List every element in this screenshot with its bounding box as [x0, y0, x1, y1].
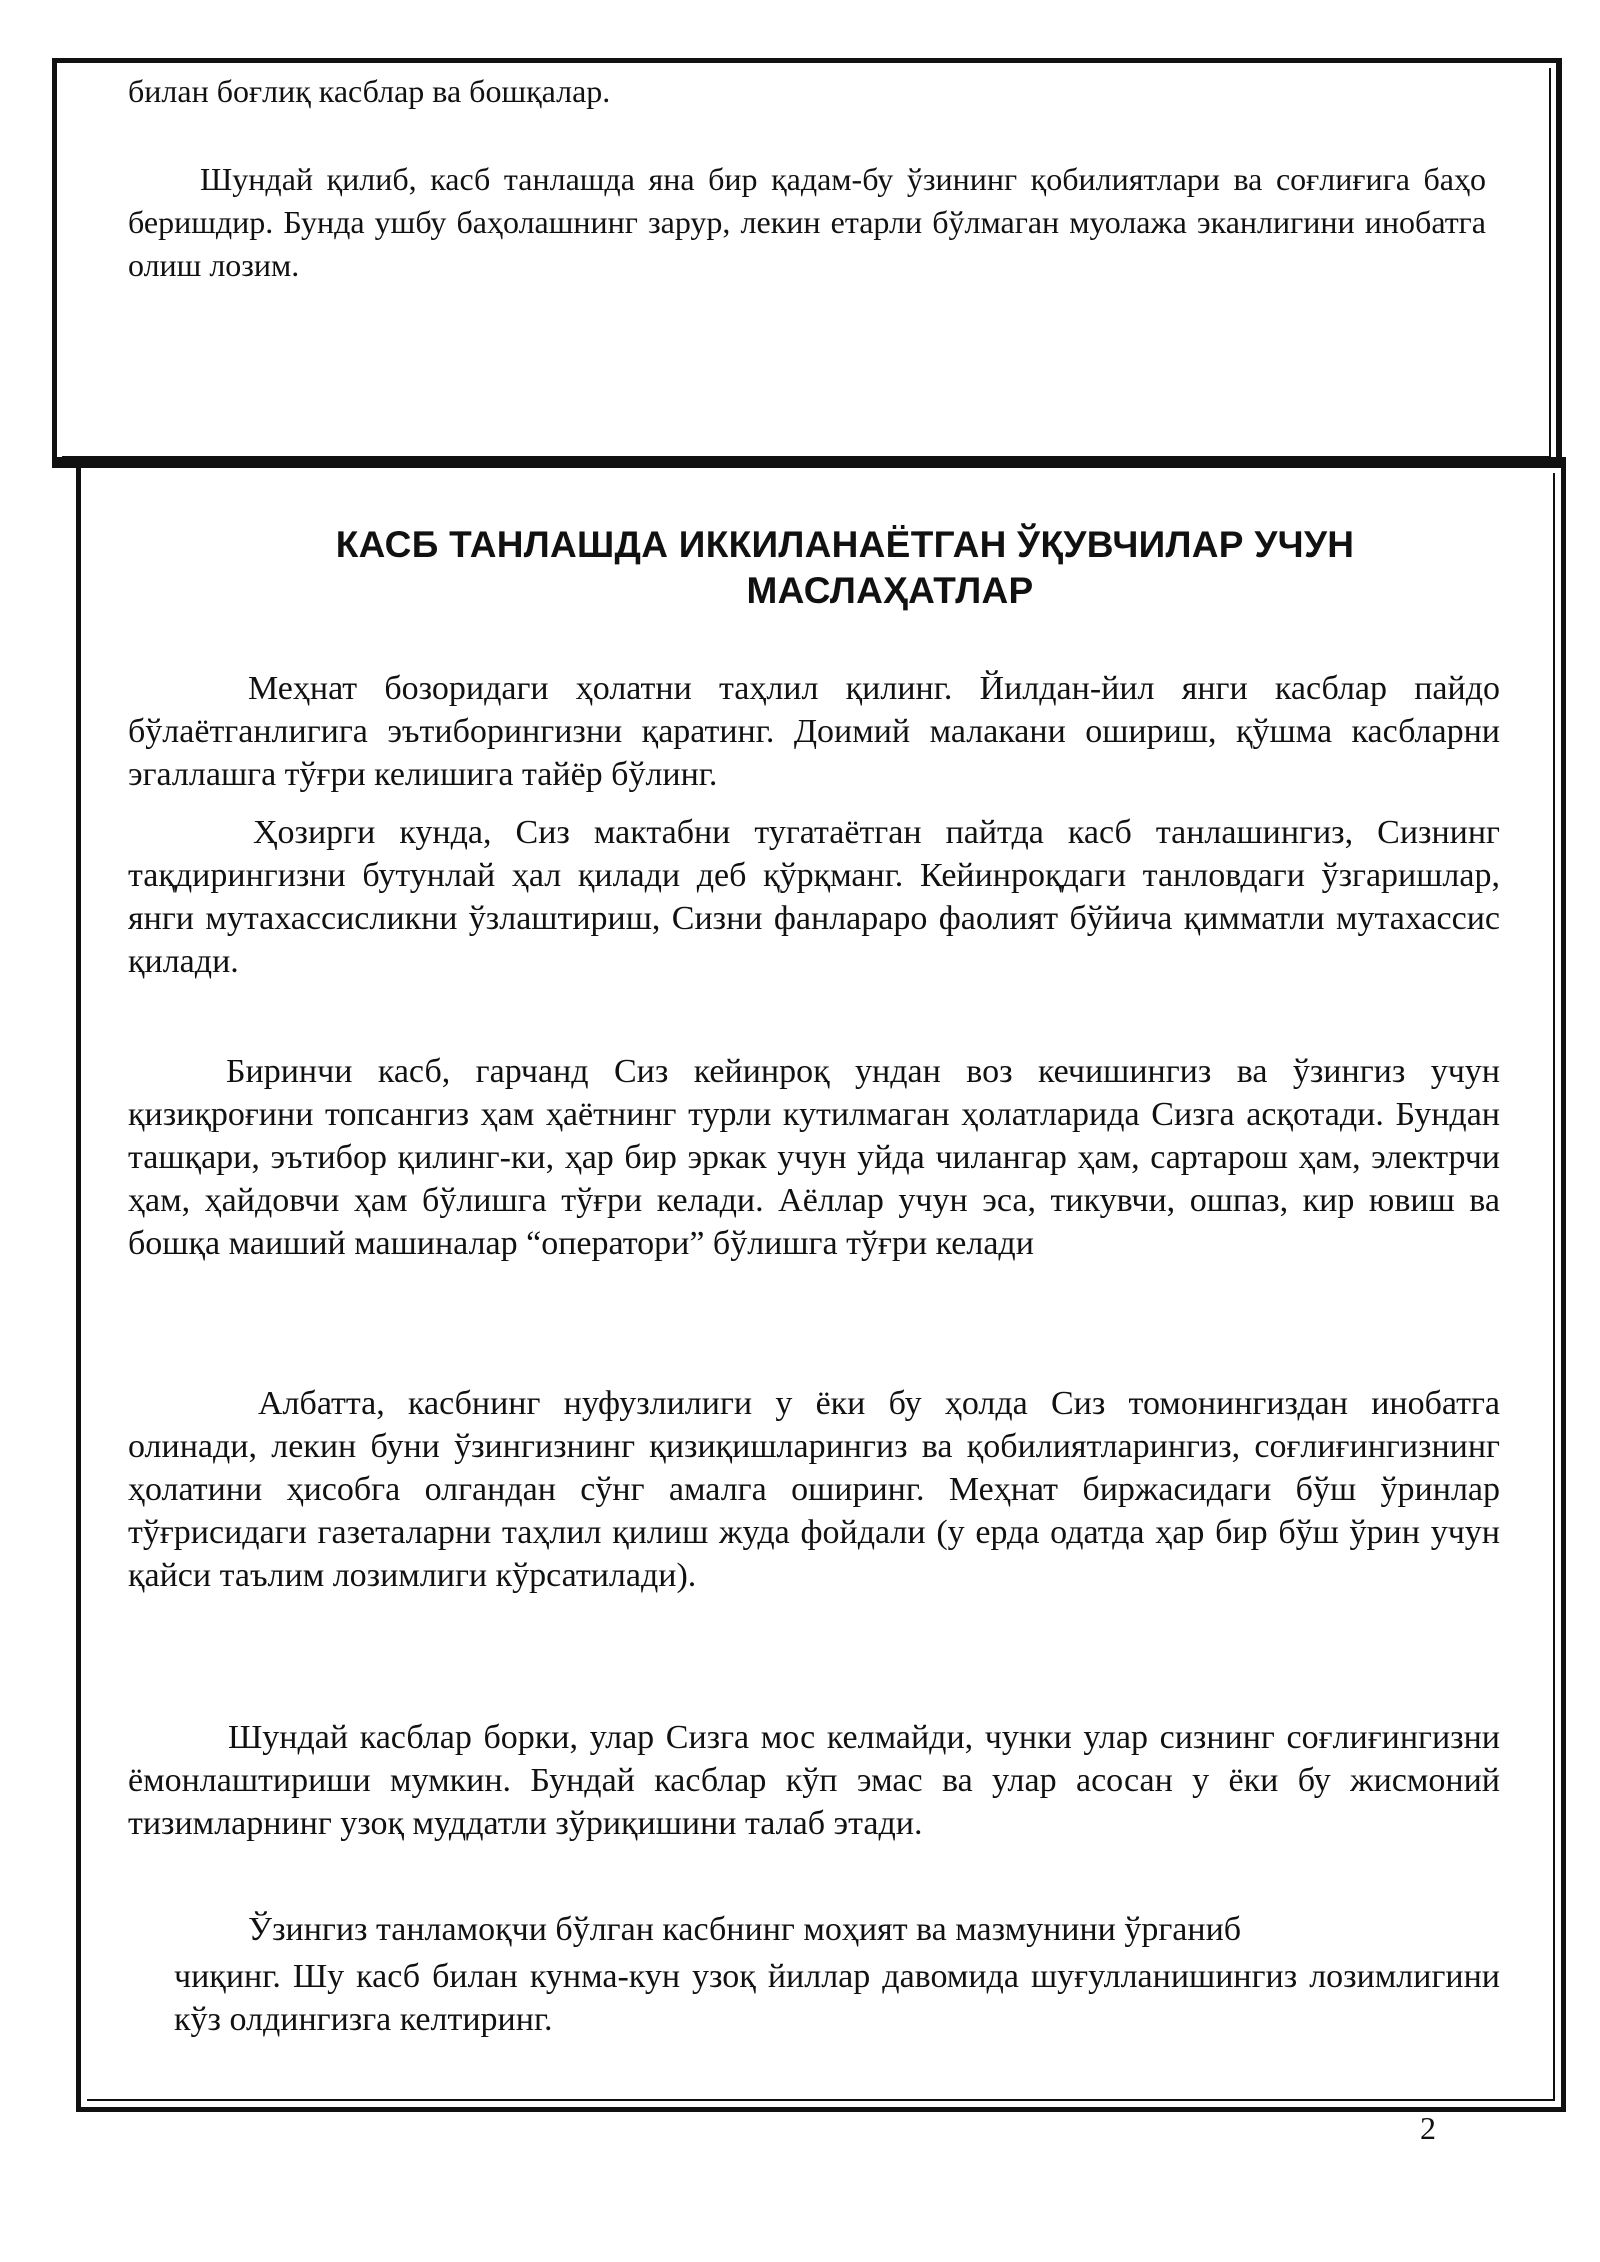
section-heading — [190, 522, 1500, 614]
paragraph-3: Биринчи касб, гарчанд Сиз кейинроқ ундан воз кечишингиз ва ўзингиз учун қизиқроғини топсангиз ҳам ҳаётнинг турли кутилмаган ҳолатларида Сизга асқотади. Бундан ташқари, эътибор қилинг-ки, ҳар бир эркак учун уйда чилангар ҳам, сартарош ҳам, электрчи ҳам, ҳайдовчи ҳам бўлишга тўғри келади. Аёллар учун эса, тикувчи, ошпаз, кир ювиш ва бошқа маиший машиналар “оператори” бўлишга тўғри келади — [128, 1053, 1500, 1262]
heading-line-1: КАСБ ТАНЛАШДА ИККИЛАНАЁТГАН ЎҚУВЧИЛАР УЧУН — [335, 524, 1355, 565]
page-number: 2 — [1420, 2110, 1436, 2146]
paragraph-5: Шундай касблар борки, улар Сизга мос келмайди, чунки улар сизнинг соғлиғингизни ёмонлаштириши мумкин. Бундай касблар кўп эмас ва улар асосан у ёки бу жисмоний тизимларнинг узоқ муддатли зўриқишини талаб этади. — [128, 1719, 1500, 1842]
paragraph-6-first-line: Ўзингиз танламоқчи бўлган касбнинг моҳият ва мазмунини ўрганиб — [248, 1911, 1242, 1948]
paragraph-2: Ҳозирги кунда, Сиз мактабни тугатаётган пайтда касб танлашингиз, Сизнинг тақдирингизни бутунлай ҳал қилади деб қўрқманг. Кейинроқдаги танловдаги ўзгаришлар, янги мутахассисликни ўзлаштириш, Сизни фанлараро фаолият бўйича қимматли мутахассис қилади. — [128, 814, 1500, 980]
top-line: билан боғлиқ касблар ва бошқалар. — [128, 73, 611, 109]
paragraph-6-rest: чиқинг. Шу касб билан кунма-кун узоқ йиллар давомида шуғулланишингиз лозимлигини кўз олдингизга келтиринг. — [174, 1958, 1500, 2038]
top-paragraph: Шундай қилиб, касб танлашда яна бир қадам-бу ўзининг қобилиятлари ва соғлиғига баҳо беришдир. Бунда ушбу баҳолашнинг зарур, лекин етарли бўлмаган муолажа эканлигини инобатга олиш лозим. — [128, 161, 1486, 283]
heading-line-2: МАСЛАҲАТЛАР — [746, 570, 1034, 611]
paragraph-4: Албатта, касбнинг нуфузлилиги у ёки бу ҳолда Сиз томонингиздан инобатга олинади, лекин буни ўзингизнинг қизиқишларингиз ва қобилиятларингиз, соғлиғингизнинг ҳолатини ҳисобга олгандан сўнг амалга оширинг. Меҳнат биржасидаги бўш ўринлар тўғрисидаги газеталарни таҳлил қилиш жуда фойдали (у ерда одатда ҳар бир бўш ўрин учун қайси таълим лозимлиги кўрсатилади). — [128, 1385, 1500, 1594]
paragraph-1: Меҳнат бозоридаги ҳолатни таҳлил қилинг. Йилдан-йил янги касблар пайдо бўлаётганлигига эътиборингизни қаратинг. Доимий малакани ошириш, қўшма касбларни эгаллашга тўғри келишига тайёр бўлинг. — [128, 670, 1500, 793]
